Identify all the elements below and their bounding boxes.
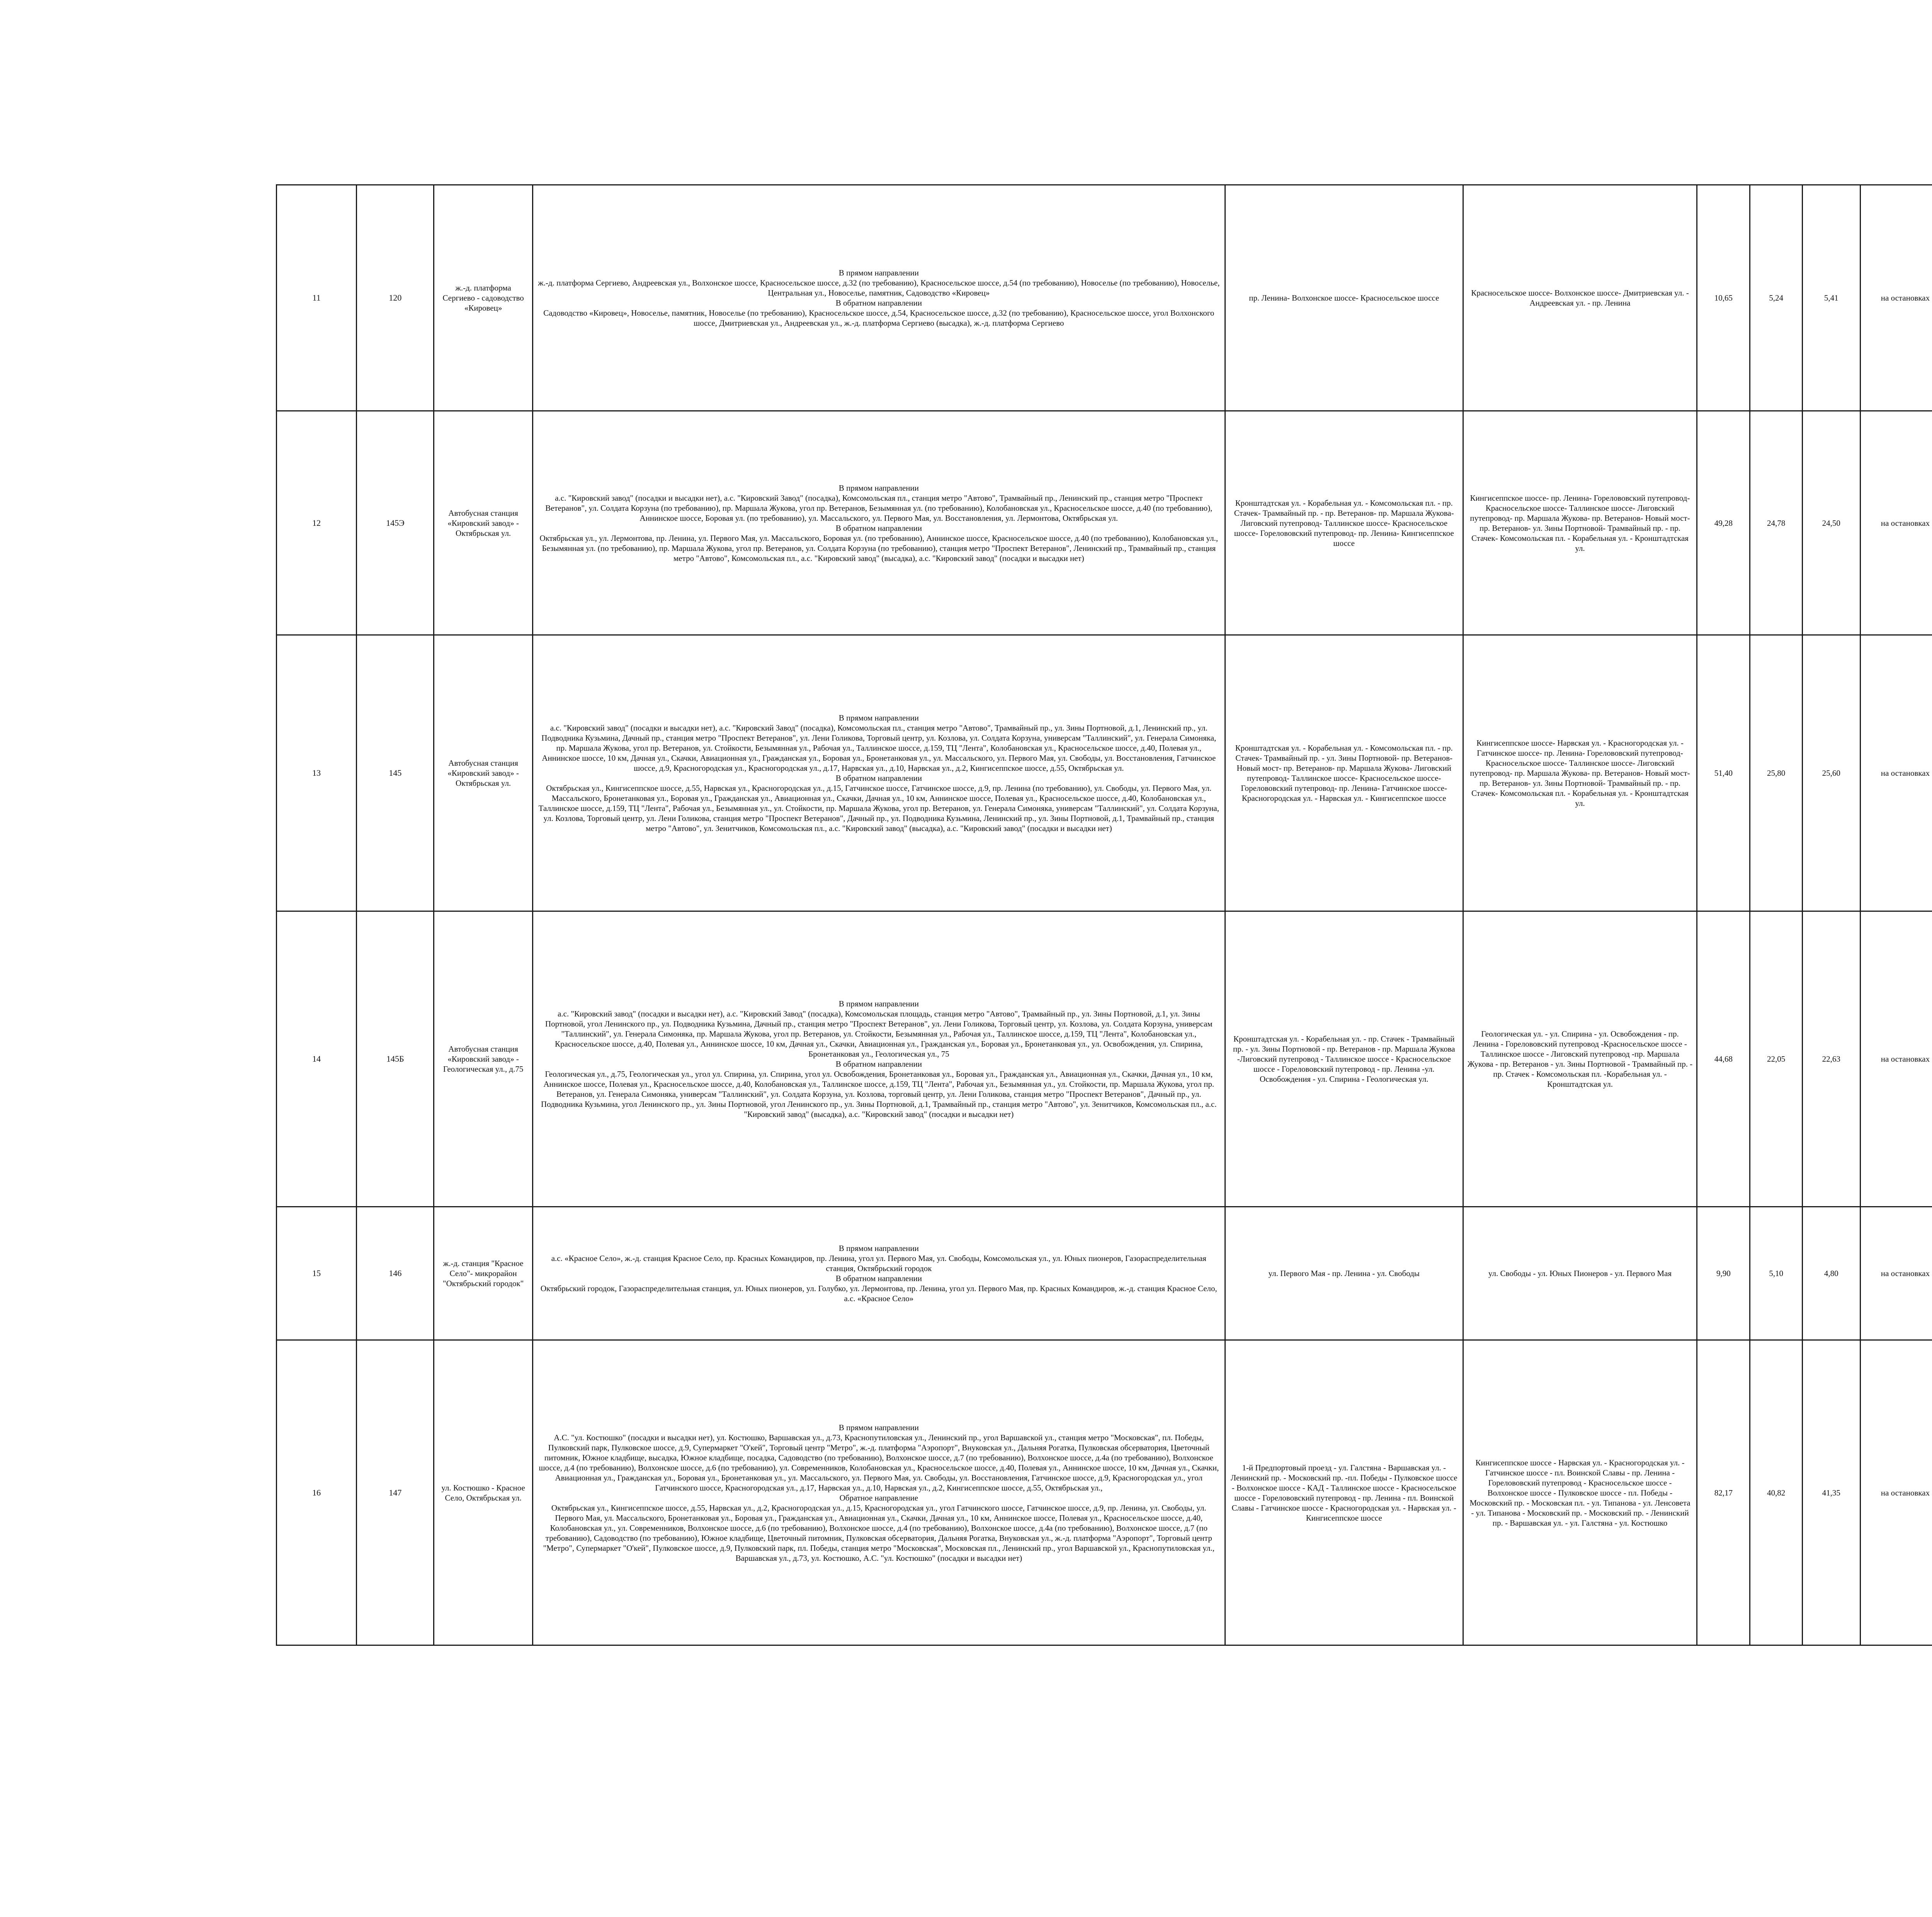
row-number: 11: [277, 185, 357, 411]
path-forward-stops: А.С. "ул. Костюшко" (посадки и высадки нет), ул. Костюшко, Варшавская ул., д.73, Краснопутиловская ул., Ленинский пр., угол Варшавской ул., станция метро "Московская", пл. Победы, Пулковский парк, Пулковское шоссе, д.9, Супермаркет "О'кей", Торговый центр "Метро", ж.-д. платформа "Аэропорт", Внуковская ул., Дальняя Рогатка, Пулковская обсерватория, Цветочный питомник, Южное кладбище, высадка, Южное кладбище, посадка, Садоводство (по требованию), Волхонское шоссе, д.7 (по требованию), Волхонское шоссе, д.4а (по требованию), Волхонское шоссе, д.4 (по требованию), Волхонское шоссе, д.6 (по требованию), ул. Современников, Колобановская ул., Красносельское шоссе, д.40, Полевая ул., Аннинское шоссе, 10 км, Дачная ул., Скачки, Авиационная ул., Гражданская ул., Боровая ул., Бронетанковая ул., ул. Массальского, ул. Первого Мая, ул. Свободы, ул. Восстановления, Гатчинское шоссе, д.9, Красногородская ул., угол Гатчинского шоссе, Красногородская ул., д.17, Нарвская ул., д.10, Нарвская ул., д.2, Кингисеппское шоссе, д.55, Октябрьская ул.,: [539, 1433, 1219, 1492]
routes-table-body: [277, 185, 1932, 1645]
path-back-stops: Октябрьский городок, Газораспределительная станция, ул. Юных пионеров, ул. Голубко, ул. Лермонтова, пр. Ленина, угол ул. Первого Мая, пр. Красных Командиров, ж.-д. станция Красное Село, а.с. «Красное Село»: [540, 1284, 1217, 1303]
route-number: 145Э: [357, 411, 434, 635]
path-forward-label: В прямом направлении: [838, 268, 919, 277]
route-path: [532, 185, 1225, 411]
streets-forward: пр. Ленина- Волхонское шоссе- Красносельское шоссе: [1225, 185, 1463, 411]
length-total: 9,90: [1697, 1207, 1750, 1340]
route-number: 146: [357, 1207, 434, 1340]
path-back-label: В обратном направлении: [835, 523, 922, 533]
length-total: 51,40: [1697, 635, 1750, 911]
length-total: 44,68: [1697, 911, 1750, 1207]
route-terminus: ул. Костюшко - Красное Село, Октябрьская ул.: [434, 1340, 532, 1645]
route-path: [532, 635, 1225, 911]
path-back-stops: Садоводство «Кировец», Новоселье, памятник, Новоселье (по требованию), Красносельское шоссе, д.54, Красносельское шоссе, д.32 (по требованию), Красносельское шоссе, угол Волхонского шоссе, Дмитриевская ул., Андреевская ул., ж.-д. платформа Сергиево (высадка), ж.-д. платформа Сергиево: [543, 308, 1214, 328]
streets-back: ул. Свободы - ул. Юных Пионеров - ул. Первого Мая: [1463, 1207, 1697, 1340]
row-number: 12: [277, 411, 357, 635]
streets-back: Красносельское шоссе- Волхонское шоссе- Дмитриевская ул. - Андреевская ул. - пр. Ленина: [1463, 185, 1697, 411]
path-forward-label: В прямом направлении: [838, 1422, 919, 1432]
path-back-label: В обратном направлении: [835, 1274, 922, 1283]
route-path: [532, 1340, 1225, 1645]
path-forward-stops: а.с. "Кировский завод" (посадки и высадки нет), а.с. "Кировский Завод" (посадка), Комсомольская пл., станция метро "Автово", Трамвайный пр., ул. Зины Портновой, д.1, Ленинский пр., ул. Подводника Кузьмина, Дачный пр., станция метро "Проспект Ветеранов", ул. Лени Голикова, Торговый центр, ул. Козлова, ул. Солдата Корзуна, универсам "Таллинский", ул. Генерала Симоняка, пр. Маршала Жукова, угол пр. Ветеранов, ул. Стойкости, Безымянная ул., Рабочая ул., Таллинское шоссе, д.159, ТЦ "Лента", Колобановская ул., Красносельское шоссе, д.40, Полевая ул., Аннинское шоссе, 10 км, Дачная ул., Скачки, Авиационная ул., Гражданская ул., Боровая ул., Бронетанковая ул., ул. Массальского, ул. Первого Мая, ул. Свободы, ул. Восстановления, Гатчинское шоссе, д.9, Красногородская ул., Красногородская ул., д.17, Нарвская ул., д.10, Нарвская ул., д.2, Кингисеппское шоссе, д.55, Октябрьская ул.: [541, 723, 1216, 773]
route-terminus: Автобусная станция «Кировский завод» - Октябрьская ул.: [434, 411, 532, 635]
streets-back: Кингисеппское шоссе- пр. Ленина- Горелововский путепровод- Красносельское шоссе- Таллинское шоссе- Лиговский путепровод- пр. Маршала Жукова- пр. Ветеранов- Новый мост- пр. Ветеранов- ул. Зины Портновой- Трамвайный пр. - пр. Стачек- Комсомольская пл. - Корабельная ул. - Кронштадтская ул.: [1463, 411, 1697, 635]
route-path: [532, 1207, 1225, 1340]
streets-back: Кингисеппское шоссе- Нарвская ул. - Красногородская ул. - Гатчинское шоссе- пр. Ленина- Горелововский путепровод- Красносельское шоссе- Таллинское шоссе- Лиговский путепровод- пр. Маршала Жукова- пр. Ветеранов- Новый мост- пр. Ветеранов- ул. Зины Портновой- Трамвайный пр. - пр. Стачек- Комсомольская пл. - Корабельная ул. - Кронштадтская ул.: [1463, 635, 1697, 911]
table-row: [277, 911, 1932, 1207]
route-number: 145Б: [357, 911, 434, 1207]
routes-table: [276, 184, 1932, 1646]
path-forward-label: В прямом направлении: [838, 483, 919, 493]
path-forward-label: В прямом направлении: [838, 999, 919, 1008]
path-back-label: В обратном направлении: [835, 298, 922, 308]
table-row: [277, 185, 1932, 411]
row-number: 14: [277, 911, 357, 1207]
path-back-stops: Геологическая ул., д.75, Геологическая ул., угол ул. Спирина, ул. Спирина, угол ул. Освобождения, Бронетанковая ул., Боровая ул., Гражданская ул., Авиационная ул., Скачки, Дачная ул., 10 км, Аннинское шоссе, Полевая ул., Красносельское шоссе, д.40, Колобановская ул., Таллинское шоссе, д.159, ТЦ "Лента", Рабочая ул., Безымянная ул., ул. Стойкости, пр. Маршала Жукова, угол пр. Ветеранов, ул. Генерала Симоняка, универсам "Таллинский", ул. Солдата Корзуна, ул. Козлова, торговый центр, ул. Лени Голикова, станция метро "Проспект Ветеранов", Дачный пр., ул. Подводника Кузьмина, угол Ленинского пр., ул. Зины Портновой, угол Ленинского пр., ул. Зины Портновой, д.1, Трамвайный пр., станция метро "Автово", ул. Зенитчиков, Комсомольская пл., а.с. "Кировский завод" (высадка), а.с. "Кировский завод" (посадки и высадки нет): [541, 1069, 1217, 1119]
streets-forward: Кронштадтская ул. - Корабельная ул. - Комсомольская пл. - пр. Стачек- Трамвайный пр. - пр. Ветеранов- пр. Маршала Жукова- Лиговский путепровод- Таллинское шоссе- Красносельское шоссе- Горелововский путепровод- пр. Ленина- Кингисеппское шоссе: [1225, 411, 1463, 635]
length-forward: 40,82: [1750, 1340, 1802, 1645]
route-number: 145: [357, 635, 434, 911]
length-total: 82,17: [1697, 1340, 1750, 1645]
path-back-label: В обратном направлении: [835, 773, 922, 783]
length-back: 41,35: [1802, 1340, 1860, 1645]
row-number: 16: [277, 1340, 357, 1645]
table-row: [277, 1207, 1932, 1340]
route-terminus: ж.-д. платформа Сергиево - садоводство «Кировец»: [434, 185, 532, 411]
stops-order: на остановках: [1860, 411, 1932, 635]
route-number: 120: [357, 185, 434, 411]
length-total: 10,65: [1697, 185, 1750, 411]
length-back: 22,63: [1802, 911, 1860, 1207]
row-number: 15: [277, 1207, 357, 1340]
length-forward: 5,10: [1750, 1207, 1802, 1340]
route-path: [532, 411, 1225, 635]
stops-order: на остановках: [1860, 1340, 1932, 1645]
length-back: 4,80: [1802, 1207, 1860, 1340]
stops-order: на остановках: [1860, 185, 1932, 411]
route-terminus: ж.-д. станция "Красное Село"- микрорайон "Октябрьский городок": [434, 1207, 532, 1340]
streets-back: Кингисеппское шоссе - Нарвская ул. - Красногородская ул. - Гатчинское шоссе - пл. Воинской Славы - пр. Ленина - Горелововский путепровод - Красносельское шоссе - Волхонское шоссе - Пулковское шоссе - пл. Победы - Московский пр. - Московская пл. - ул. Типанова - ул. Ленсовета - ул. Типанова - Московский пр. - Московский пр. - Ленинский пр. - Варшавская ул. - ул. Галстяна - ул. Костюшко: [1463, 1340, 1697, 1645]
streets-forward: Кронштадтская ул. - Корабельная ул. - Комсомольская пл. - пр. Стачек- Трамвайный пр. - ул. Зины Портновой- пр. Ветеранов- Новый мост- пр. Ветеранов- пр. Маршала Жукова- Лиговский путепровод- Таллинское шоссе- Красносельское шоссе- Горелововский путепровод- пр. Ленина- Гатчинское шоссе- Красногородская ул. - Нарвская ул. - Кингисеппское шоссе: [1225, 635, 1463, 911]
table-row: [277, 411, 1932, 635]
path-back-stops: Октябрьская ул., Кингисеппское шоссе, д.55, Нарвская ул., д.2, Красногородская ул., д.15, Красногородская ул., угол Гатчинского шоссе, Гатчинское шоссе, д.9, пр. Ленина, ул. Свободы, ул. Первого Мая, ул. Массальского, Бронетанковая ул., Боровая ул., Гражданская ул., Авиационная ул., Скачки, Дачная ул., 10 км, Аннинское шоссе, Полевая ул., Красносельское шоссе, д.40, Колобановская ул., ул. Современников, Волхонское шоссе, д.6 (по требованию), Волхонское шоссе, д.4 (по требованию), Волхонское шоссе, д.4а (по требованию), Волхонское шоссе, д.7 (по требованию), Садоводство (по требованию), Южное кладбище, Цветочный питомник, Пулковская обсерватория, Дальняя Рогатка, Внуковская ул., ж.-д. платформа "Аэропорт", Торговый центр "Метро", Супермаркет "О'кей", Пулковское шоссе, д.9, Пулковский парк, пл. Победы, станция метро "Московская", Московская пл., Ленинский пр., угол Варшавской ул., Краснопутиловская ул., Варшавская ул., д.73, ул. Костюшко, А.С. "ул. Костюшко" (посадки и высадки нет): [543, 1503, 1215, 1563]
stops-order: на остановках: [1860, 1207, 1932, 1340]
path-forward-label: В прямом направлении: [838, 713, 919, 722]
route-terminus: Автобусная станция «Кировский завод» - Геологическая ул., д.75: [434, 911, 532, 1207]
length-forward: 25,80: [1750, 635, 1802, 911]
route-number: 147: [357, 1340, 434, 1645]
path-forward-stops: а.с. "Кировский завод" (посадки и высадки нет), а.с. "Кировский Завод" (посадка), Комсомольская площадь, станция метро "Автово", Трамвайный пр., ул. Зины Портновой, д.1, ул. Зины Портновой, угол Ленинского пр., ул. Подводника Кузьмина, Дачный пр., станция метро "Проспект Ветеранов", ул. Лени Голикова, Торговый центр, ул. Козлова, ул. Солдата Корзуна, универсам "Таллинский", ул. Генерала Симоняка, пр. Маршала Жукова, угол пр. Ветеранов, ул. Стойкости, Безымянная ул., Рабочая ул., Таллинское шоссе, д.159, ТЦ "Лента", Колобановская ул., Красносельское шоссе, д.40, Полевая ул., Аннинское шоссе, 10 км, Дачная ул., Скачки, Авиационная ул., Гражданская ул., Боровая ул., Бронетанковая ул., ул. Освобождения, ул. Спирина, Бронетанковая ул., Геологическая ул., 75: [545, 1009, 1213, 1059]
length-total: 49,28: [1697, 411, 1750, 635]
streets-forward: 1-й Предпортовый проезд - ул. Галстяна - Варшавская ул. - Ленинский пр. - Московский пр. -пл. Победы - Пулковское шоссе - Волхонское шоссе - КАД - Таллинское шоссе - Красносельское шоссе - Горелововский путепровод - пр. Ленина - пл. Воинской Славы - Гатчинское шоссе - Красногородская ул. - Нарвская ул. - Кингисеппское шоссе: [1225, 1340, 1463, 1645]
streets-forward: Кронштадтская ул. - Корабельная ул. - пр. Стачек - Трамвайный пр. - ул. Зины Портновой - пр. Ветеранов - пр. Маршала Жукова -Лиговский путепровод - Таллинское шоссе - Красносельское шоссе - Горелововский путепровод - пр. Ленина -ул. Освобождения - ул. Спирина - Геологическая ул.: [1225, 911, 1463, 1207]
route-path: [532, 911, 1225, 1207]
length-forward: 22,05: [1750, 911, 1802, 1207]
path-back-label: Обратное направление: [839, 1493, 918, 1502]
streets-forward: ул. Первого Мая - пр. Ленина - ул. Свободы: [1225, 1207, 1463, 1340]
streets-back: Геологическая ул. - ул. Спирина - ул. Освобождения - пр. Ленина - Горелововский путепровод -Красносельское шоссе - Таллинское шоссе - Лиговский путепровод -пр. Маршала Жукова - пр. Ветеранов - ул. Зины Портновой - Трамвайный пр. - пр. Стачек - Комсомольская пл. -Корабельная ул. - Кронштадтская ул.: [1463, 911, 1697, 1207]
table-row: [277, 1340, 1932, 1645]
length-forward: 5,24: [1750, 185, 1802, 411]
length-forward: 24,78: [1750, 411, 1802, 635]
length-back: 24,50: [1802, 411, 1860, 635]
path-forward-stops: а.с. "Кировский завод" (посадки и высадки нет), а.с. "Кировский Завод" (посадка), Комсомольская пл., станция метро "Автово", Трамвайный пр., Ленинский пр., станция метро "Проспект Ветеранов", ул. Солдата Корзуна (по требованию), пр. Маршала Жукова, угол пр. Ветеранов, Безымянная ул. (по требованию), Колобановская ул., Красносельское шоссе, д.40 (по требованию), Аннинское шоссе, Боровая ул. (по требованию), ул. Массальского, ул. Первого Мая, ул. Восстановления, ул. Лермонтова, Октябрьская ул.: [545, 493, 1213, 523]
route-terminus: Автобусная станция «Кировский завод» - Октябрьская ул.: [434, 635, 532, 911]
path-back-stops: Октябрьская ул., ул. Лермонтова, пр. Ленина, ул. Первого Мая, ул. Массальского, Боровая ул. (по требованию), Аннинское шоссе, Красносельское шоссе, д.40 (по требованию), Колобановская ул., Безымянная ул. (по требованию), пр. Маршала Жукова, угол пр. Ветеранов, ул. Солдата Корзуна (по требованию), станция метро "Проспект Ветеранов", Ленинский пр., Трамвайный пр., станция метро "Автово", Комсомольская пл., а.с. "Кировский завод" (высадка), а.с. "Кировский завод" (посадки и высадки нет): [539, 533, 1218, 563]
path-forward-stops: а.с. «Красное Село», ж.-д. станция Красное Село, пр. Красных Командиров, пр. Ленина, угол ул. Первого Мая, ул. Свободы, Комсомольская ул., ул. Юных пионеров, Газораспределительная станция, Октябрьский городок: [551, 1254, 1206, 1273]
length-back: 25,60: [1802, 635, 1860, 911]
row-number: 13: [277, 635, 357, 911]
path-forward-label: В прямом направлении: [838, 1244, 919, 1253]
stops-order: на остановках: [1860, 911, 1932, 1207]
table-row: [277, 635, 1932, 911]
stops-order: на остановках: [1860, 635, 1932, 911]
length-back: 5,41: [1802, 185, 1860, 411]
path-back-stops: Октябрьская ул., Кингисеппское шоссе, д.55, Нарвская ул., Красногородская ул., д.15, Гатчинское шоссе, Гатчинское шоссе, д.9, пр. Ленина (по требованию), ул. Свободы, ул. Первого Мая, ул. Массальского, Бронетанковая ул., Боровая ул., Гражданская ул., Авиационная ул., Скачки, Дачная ул., 10 км, Аннинское шоссе, Полевая ул., Красносельское шоссе, д.40, Колобановская ул., Таллинское шоссе, д.159, ТЦ "Лента", Рабочая ул., Безымянная ул., ул. Стойкости, пр. Маршала Жукова, угол пр. Ветеранов, ул. Генерала Симоняка, универсам "Таллинский", ул. Солдата Корзуна, ул. Козлова, Торговый центр, ул. Лени Голикова, станция метро "Проспект Ветеранов", Дачный пр., ул. Подводника Кузьмина, Ленинский пр., ул. Зины Портновой, д.1, Трамвайный пр., станция метро "Автово", ул. Зенитчиков, Комсомольская пл., а.с. "Кировский завод" (высадка), а.с. "Кировский завод" (посадки и высадки нет): [538, 783, 1219, 833]
path-forward-stops: ж.-д. платформа Сергиево, Андреевская ул., Волхонское шоссе, Красносельское шоссе, д.32 (по требованию), Красносельское шоссе, д.54 (по требованию), Новоселье (по требованию), Новоселье, Центральная ул., Новоселье, памятник, Садоводство «Кировец»: [538, 278, 1220, 297]
path-back-label: В обратном направлении: [835, 1059, 922, 1069]
